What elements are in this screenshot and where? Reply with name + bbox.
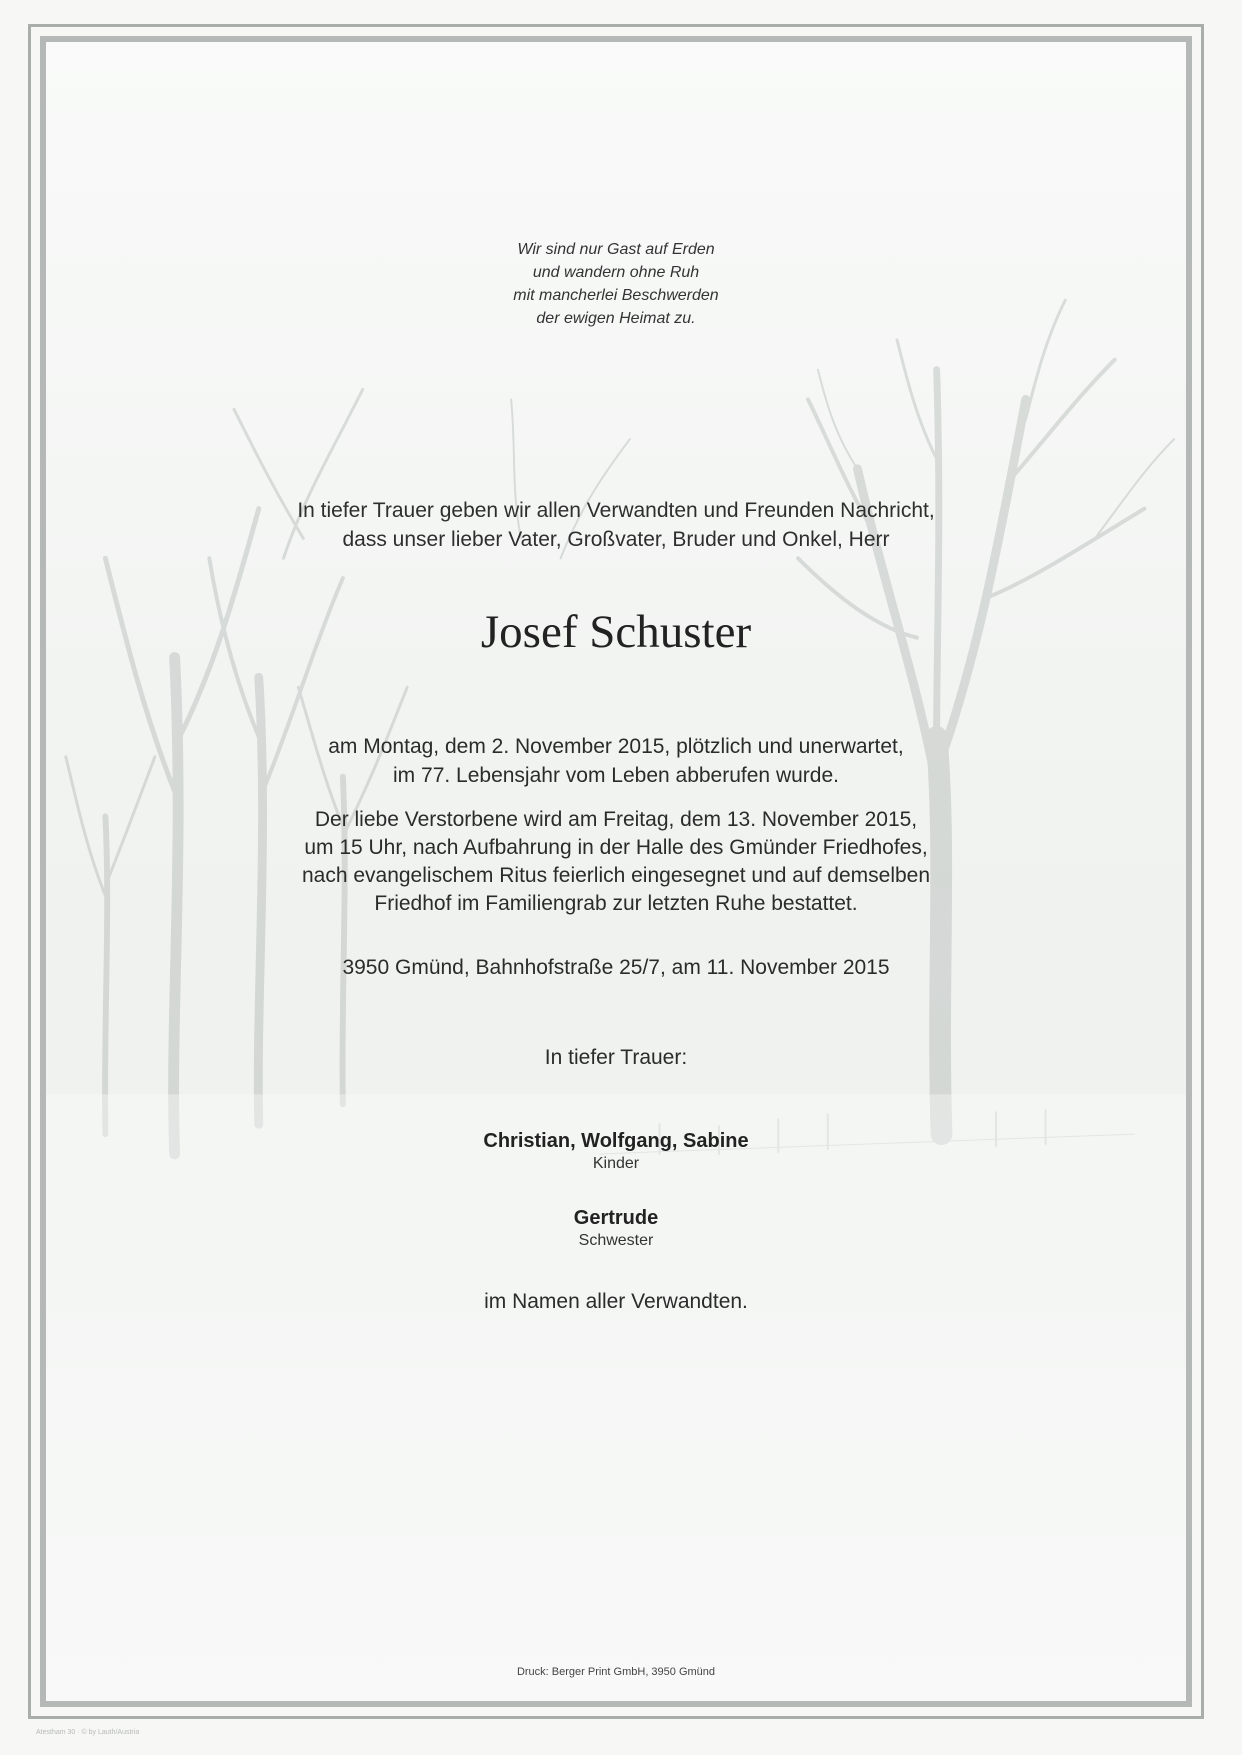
death-line: am Montag, dem 2. November 2015, plötzlich und unerwartet, <box>328 735 904 758</box>
poem-line: der ewigen Heimat zu. <box>536 310 696 327</box>
mourner-names: Gertrude <box>573 1207 659 1229</box>
funeral-line: um 15 Uhr, nach Aufbahrung in der Halle des Gmünder Friedhofes, <box>304 836 928 859</box>
funeral-details <box>46 806 1186 918</box>
poem-line: und wandern ohne Ruh <box>532 264 700 281</box>
funeral-line: Der liebe Verstorbene wird am Freitag, dem 13. November 2015, <box>314 808 918 831</box>
poem <box>46 238 1186 330</box>
intro-line: dass unser lieber Vater, Großvater, Bruder und Onkel, Herr <box>342 528 890 551</box>
funeral-line: nach evangelischem Ritus feierlich eingesegnet und auf demselben <box>301 864 931 887</box>
mourners-heading: In tiefer Trauer: <box>544 1046 688 1069</box>
intro-line: In tiefer Trauer geben wir allen Verwandten und Freunden Nachricht, <box>297 499 935 522</box>
announcement-intro <box>46 496 1186 554</box>
mourner-names: Christian, Wolfgang, Sabine <box>483 1130 749 1152</box>
margin-note: Atestham 30 · © by Lauth/Austria <box>36 1729 140 1736</box>
mourner-relation: Kinder <box>592 1155 640 1172</box>
funeral-line: Friedhof im Familiengrab zur letzten Ruhe bestattet. <box>374 892 858 915</box>
mourner-group <box>46 1205 1186 1251</box>
printer-credit: Druck: Berger Print GmbH, 3950 Gmünd <box>516 1666 716 1678</box>
place-and-date: 3950 Gmünd, Bahnhofstraße 25/7, am 11. November 2015 <box>342 956 890 979</box>
obituary-content <box>46 42 1186 1701</box>
deceased-name: Josef Schuster <box>480 606 752 658</box>
poem-line: mit mancherlei Beschwerden <box>513 287 719 304</box>
mourner-group <box>46 1128 1186 1174</box>
closing-line: im Namen aller Verwandten. <box>484 1290 748 1313</box>
death-notice <box>46 732 1186 790</box>
death-line: im 77. Lebensjahr vom Leben abberufen wurde. <box>393 764 839 787</box>
inner-frame <box>40 36 1192 1707</box>
poem-line: Wir sind nur Gast auf Erden <box>517 241 715 258</box>
mourner-relation: Schwester <box>578 1232 654 1249</box>
